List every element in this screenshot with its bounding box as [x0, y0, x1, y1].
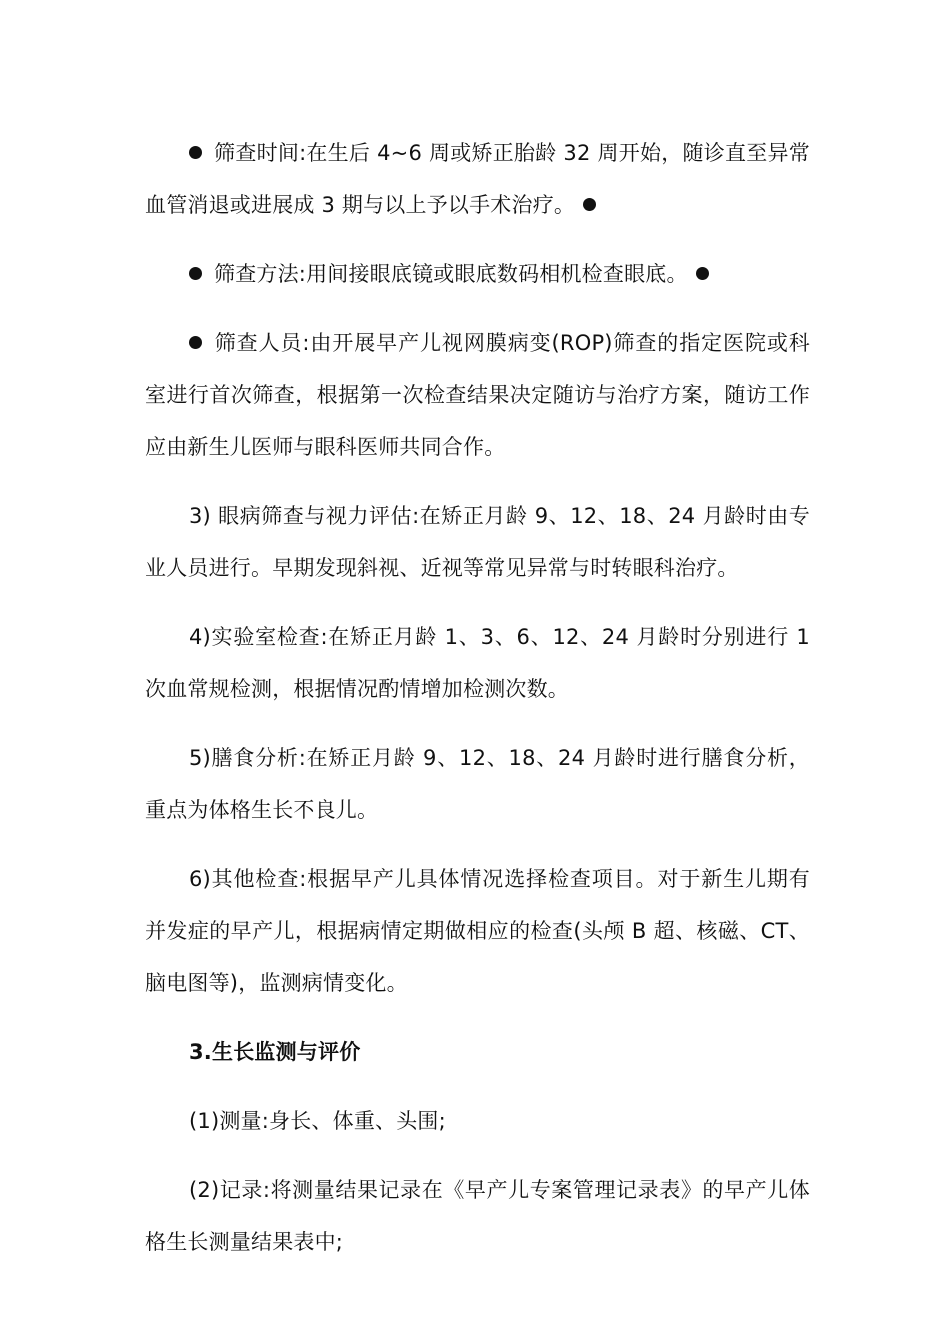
paragraph-recording: [145, 1164, 810, 1268]
paragraph-other-tests: [145, 853, 810, 1009]
bullet-icon: [189, 336, 202, 349]
bullet-icon: [583, 198, 596, 211]
paragraph-text: 4)实验室检查:在矫正月龄 1、3、6、12、24 月龄时分别进行 1 次血常规检测，根据情况酌情增加检测次数。: [145, 625, 810, 701]
paragraph-text: 筛查方法:用间接眼底镜或眼底数码相机检查眼底。: [214, 262, 688, 286]
paragraph-text: (2)记录:将测量结果记录在《早产儿专案管理记录表》的早产儿体格生长测量结果表中;: [145, 1178, 810, 1254]
paragraph-screening-time: [145, 127, 810, 231]
bullet-icon: [189, 267, 202, 280]
section-heading-growth-monitoring: [145, 1026, 810, 1078]
heading-text: 3.生长监测与评价: [189, 1040, 361, 1064]
paragraph-screening-staff: [145, 317, 810, 473]
paragraph-lab-tests: [145, 611, 810, 715]
paragraph-text: 筛查时间:在生后 4~6 周或矫正胎龄 32 周开始，随诊直至异常血管消退或进展成 3 期与以上予以手术治疗。: [145, 141, 810, 217]
bullet-icon: [696, 267, 709, 280]
paragraph-screening-method: [145, 248, 810, 300]
paragraph-text: 5)膳食分析:在矫正月龄 9、12、18、24 月龄时进行膳食分析，重点为体格生长不良儿。: [145, 746, 810, 822]
paragraph-text: (1)测量:身长、体重、头围;: [189, 1109, 446, 1133]
bullet-icon: [189, 146, 202, 159]
paragraph-text: 3) 眼病筛查与视力评估:在矫正月龄 9、12、18、24 月龄时由专业人员进行。早期发现斜视、近视等常见异常与时转眼科治疗。: [145, 504, 810, 580]
paragraph-diet-analysis: [145, 732, 810, 836]
paragraph-measurement: [145, 1095, 810, 1147]
paragraph-text: 6)其他检查:根据早产儿具体情况选择检查项目。对于新生儿期有并发症的早产儿，根据病情定期做相应的检查(头颅 B 超、核磁、CT、脑电图等)，监测病情变化。: [145, 867, 810, 995]
paragraph-text: 筛查人员:由开展早产儿视网膜病变(ROP)筛查的指定医院或科室进行首次筛查，根据第一次检查结果决定随访与治疗方案，随访工作应由新生儿医师与眼科医师共同合作。: [145, 331, 810, 459]
paragraph-eye-screening: [145, 490, 810, 594]
